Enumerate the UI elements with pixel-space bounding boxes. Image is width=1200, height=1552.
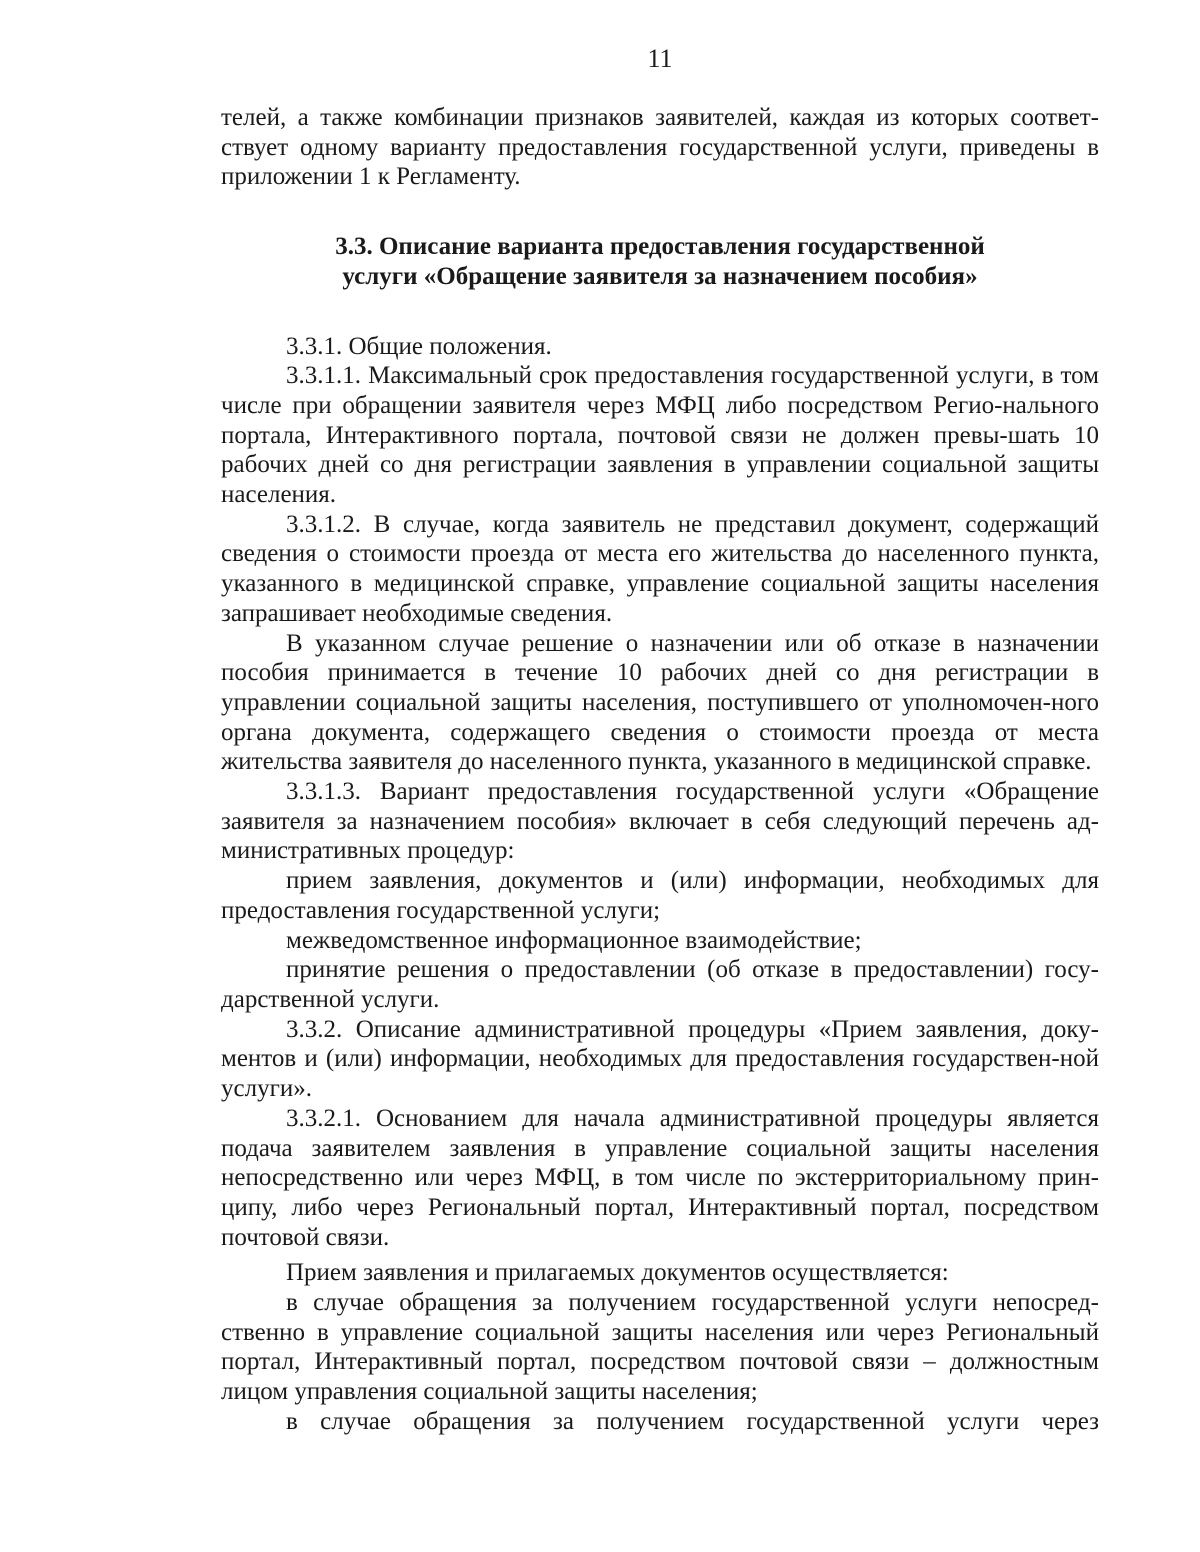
intro-paragraph: телей, а также комбинации признаков заявителей, каждая из которых соответ-ствует одному варианту предоставления государственной услуги, приведены в приложении 1 к Регламенту. xyxy=(221,104,1099,191)
section-heading-line-2: услуги «Обращение заявителя за назначением пособия» xyxy=(342,262,978,290)
paragraph-3-3-1-2: 3.3.1.2. В случае, когда заявитель не представил документ, содержащий сведения о стоимости проезда от места его жительства до населенного пункта, указанного в медицинской справке, управление социальной защиты населения запрашивает необходимые сведения. xyxy=(221,510,1099,627)
page-number: 11 xyxy=(647,44,673,73)
paragraph-3-3-1-3: 3.3.1.3. Вариант предоставления государственной услуги «Обращение заявителя за назначением пособия» включает в себя следующий перечень ад-министративных процедур: xyxy=(221,778,1099,865)
section-heading-line-1: 3.3. Описание варианта предоставления государственной xyxy=(335,233,985,261)
paragraph-3-3-2: 3.3.2. Описание административной процедуры «Прием заявления, доку-ментов и (или) информации, необходимых для предоставления государствен-ной услуги». xyxy=(221,1015,1099,1103)
document-body xyxy=(221,103,1099,1437)
paragraph-reception-mfc: в случае обращения за получением государственной услуги через xyxy=(286,1407,1099,1435)
paragraph-general-provisions: 3.3.1. Общие положения. xyxy=(286,332,552,360)
section-heading xyxy=(221,232,1099,291)
list-item-reception: прием заявления, документов и (или) информации, необходимых для предоставления государственной услуги; xyxy=(221,867,1099,924)
paragraph-3-3-1-1: 3.3.1.1. Максимальный срок предоставления государственной услуги, в том числе при обращении заявителя через МФЦ либо посредством Регио-нального портала, Интерактивного портала, почтовой связи не должен превы-шать 10 рабочих дней со дня регистрации заявления в управлении социальной защиты населения. xyxy=(221,362,1099,509)
list-item-interagency: межведомственное информационное взаимодействие; xyxy=(286,926,862,954)
paragraph-decision-timing: В указанном случае решение о назначении или об отказе в назначении пособия принимается в течение 10 рабочих дней со дня регистрации в управлении социальной защиты населения, поступившего от уполномочен-ного органа документа, содержащего сведения о стоимости проезда от места жительства заявителя до населенного пункта, указанного в медицинской справке. xyxy=(221,629,1099,776)
paragraph-3-3-2-1: 3.3.2.1. Основанием для начала административной процедуры является подача заявителем заявления в управление социальной защиты населения непосредственно или через МФЦ, в том числе по экстерриториальному прин-ципу, либо через Региональный портал, Интерактивный портал, посредством почтовой связи. xyxy=(221,1104,1099,1251)
list-item-decision: принятие решения о предоставлении (об отказе в предоставлении) госу-дарственной услуги. xyxy=(221,956,1099,1013)
paragraph-reception-intro: Прием заявления и прилагаемых документов осуществляется: xyxy=(286,1259,949,1287)
paragraph-reception-direct: в случае обращения за получением государственной услуги непосред-ственно в управление социальной защиты населения или через Региональный портал, Интерактивный портал, посредством почтовой связи – должностным лицом управления социальной защиты населения; xyxy=(221,1289,1099,1406)
